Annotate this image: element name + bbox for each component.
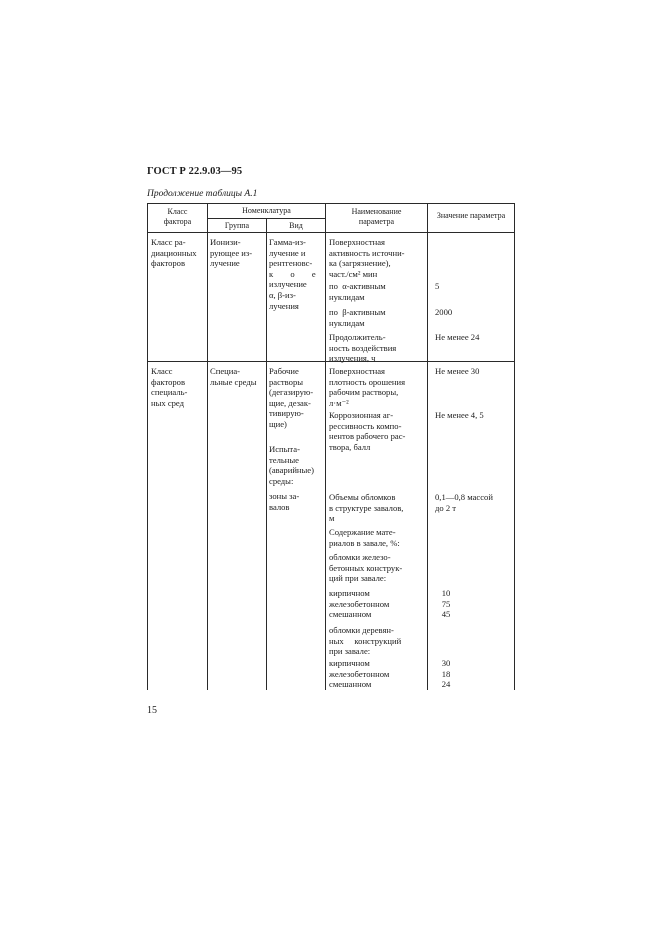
row1-param-3-value: 2000	[435, 307, 453, 317]
header-param-value: Значение параметра	[436, 211, 506, 220]
row2-param-3-name: Объемы обломков в структуре завалов, м	[329, 492, 404, 524]
row2-param-1-name: Поверхностная плотность орошения рабочим растворы, л·м⁻²	[329, 366, 406, 408]
row1-param-3-name: по β-активным нуклидам	[329, 307, 386, 328]
header-kind: Вид	[289, 221, 303, 230]
row2-factor-class: Класс факторов специаль- ных сред	[151, 366, 188, 408]
row1-param-4-value: Не менее 24	[435, 332, 480, 342]
header-group: Группа	[224, 221, 250, 230]
row2-param-1-value: Не менее 30	[435, 366, 480, 376]
row2-param-2-value: Не менее 4, 5	[435, 410, 484, 420]
row1-param-2-name: по α-активным нуклидам	[329, 281, 386, 302]
column-divider	[207, 204, 208, 690]
header-param-name: Наименование параметра	[351, 207, 402, 226]
row2-param-5-name: обломки железо- бетонных конструк- ций при завале:	[329, 552, 403, 584]
row2-param-6-value: 10 75 45	[441, 588, 451, 620]
row2-param-4-name: Содержание мате- риалов в завале, %:	[329, 527, 400, 548]
row2-kind-working-solutions: Рабочие растворы (дегазирую- щие, дезак- тивирую- щие)	[269, 366, 314, 429]
row1-param-2-value: 5	[435, 281, 440, 291]
row2-param-2-name: Коррозионная аг- рессивность компо- нентов рабочего рас- твора, балл	[329, 410, 406, 452]
page-number: 15	[147, 705, 157, 716]
row2-kind-test-media: Испыта- тельные (аварийные) среды:	[269, 444, 314, 486]
parameters-table	[147, 203, 515, 690]
header-bottom-rule	[148, 232, 514, 233]
row2-param-8-value: 30 18 24	[441, 658, 451, 690]
row1-group: Ионизи- рующее из- лучение	[210, 237, 253, 269]
column-divider	[325, 204, 326, 690]
row2-param-7-name: обломки деревян- ных конструкций при завале:	[329, 625, 402, 657]
document-header: ГОСТ Р 22.9.03—95	[147, 166, 243, 177]
column-divider	[266, 218, 267, 690]
row2-group: Специа- льные среды	[210, 366, 257, 387]
row2-param-6-name: кирпичном железобетонном смешанном	[329, 588, 390, 620]
row1-kind: Гамма-из- лучение и рентгеновс- к о е излучение α, β-из- лучения	[269, 237, 316, 311]
table-caption: Продолжение таблицы А.1	[147, 189, 258, 199]
row1-param-4-name: Продолжитель- ность воздействия излучения, ч	[329, 332, 397, 364]
row1-factor-class: Класс ра- диационных факторов	[151, 237, 197, 269]
header-nomenclature: Номенклатура	[242, 206, 291, 215]
row2-kind-debris-zones: зоны за- валов	[269, 491, 300, 512]
row1-param-1-name: Поверхностная активность источни- ка (загрязнение), част./см² мин	[329, 237, 405, 279]
row2-param-3-value: 0,1—0,8 массой до 2 т	[435, 492, 493, 513]
header-subdivider	[207, 218, 325, 219]
header-factor-class: Класс фактора	[163, 207, 192, 226]
row2-param-8-name: кирпичном железобетонном смешанном	[329, 658, 390, 690]
